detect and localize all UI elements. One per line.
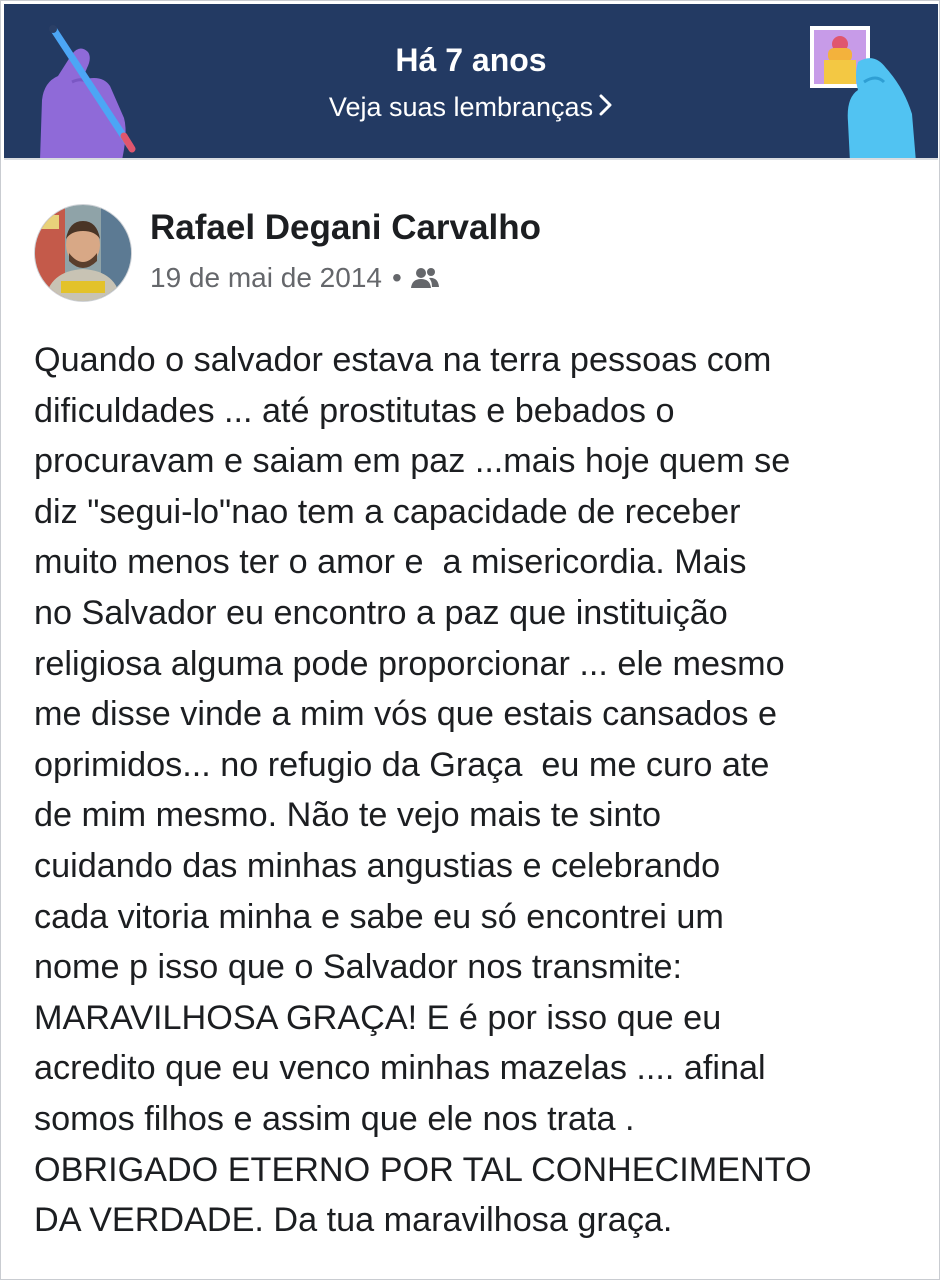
hand-holding-photo-icon [804, 22, 924, 158]
see-memories-label: Veja suas lembranças [328, 92, 594, 122]
post-meta [150, 262, 440, 294]
meta-separator: • [391, 262, 402, 293]
friends-icon[interactable] [410, 266, 440, 290]
post-date[interactable]: 19 de mai de 2014 [150, 262, 382, 293]
banner-divider [4, 158, 938, 160]
avatar[interactable] [34, 204, 132, 302]
chevron-right-icon [599, 92, 613, 123]
memories-banner[interactable] [4, 4, 938, 158]
post-body: Quando o salvador estava na terra pessoas com dificuldades ... até prostitutas e bebados o procuravam e saiam em paz ...mais hoje quem se diz "segui-lo"nao tem a capacidade de receber muito menos ter o amor e a misericordia. Mais no Salvador eu encontro a paz que instituição religiosa alguma pode proporcionar ... ele mesmo me disse vinde a mim vós que estais cansados e oprimidos... no refugio da Graça eu me curo ate de mim mesmo. Não te vejo mais te sinto cuidando das minhas angustias e celebrando cada vitoria minha e sabe eu só encontrei um nome p isso que o Salvador nos transmite: MARAVILHOSA GRAÇA! E é por isso que eu acredito que eu venco minhas mazelas .... afinal somos filhos e assim que ele nos trata . OBRIGADO ETERNO POR TAL CONHECIMENTO DA VERDADE. Da tua maravilhosa graça. [34, 341, 812, 1240]
post-author-name[interactable]: Rafael Degani Carvalho [150, 208, 541, 247]
see-memories-link[interactable] [4, 92, 938, 123]
memory-title: Há 7 anos [395, 42, 547, 78]
